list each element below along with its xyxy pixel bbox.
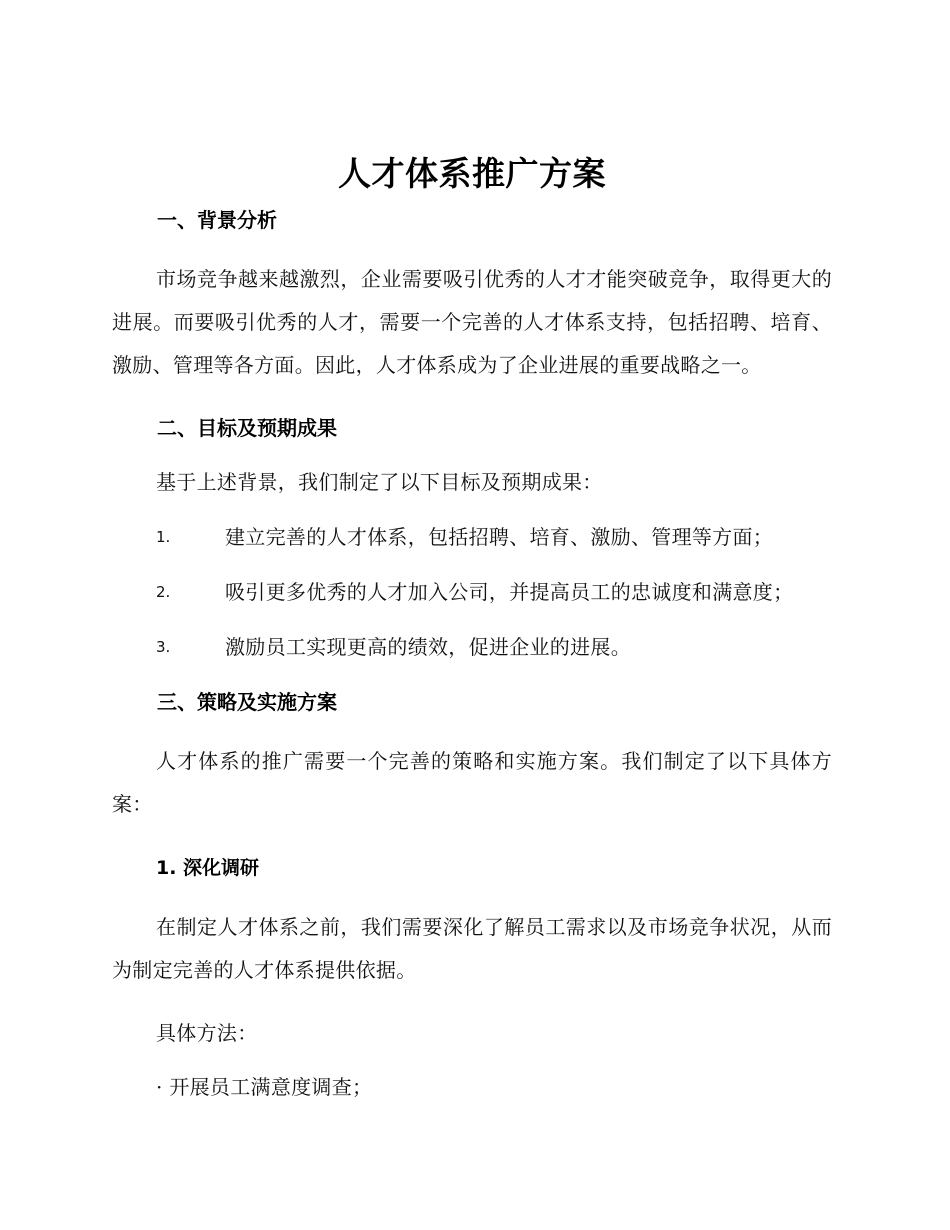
- method-bullet-1: · 开展员工满意度调查；: [156, 1075, 373, 1099]
- strategy-intro: 人才体系的推广需要一个完善的策略和实施方案。我们制定了以下具体方案：: [112, 749, 832, 816]
- document-title: 人才体系推广方案: [338, 154, 606, 193]
- goal-item-text: 吸引更多优秀的人才加入公司，并提高员工的忠诚度和满意度；: [225, 580, 794, 604]
- section-heading-strategy: 三、策略及实施方案: [157, 690, 337, 714]
- goal-item-text: 激励员工实现更高的绩效，促进企业的进展。: [225, 635, 631, 659]
- document-content: [112, 152, 832, 1102]
- goals-intro: 基于上述背景，我们制定了以下目标及预期成果：: [156, 470, 603, 494]
- methods-label: 具体方法：: [156, 1021, 258, 1045]
- subsection-heading-research: 1. 深化调研: [156, 857, 260, 879]
- goal-item-text: 建立完善的人才体系，包括招聘、培育、激励、管理等方面；: [225, 525, 774, 549]
- section-heading-background: 一、背景分析: [157, 208, 277, 232]
- goal-item-number: 1.: [156, 528, 171, 546]
- goal-item-2: [112, 577, 832, 607]
- goal-item-number: 3.: [156, 638, 171, 656]
- research-paragraph: 在制定人才体系之前，我们需要深化了解员工需求以及市场竞争状况，从而为制定完善的人才体系提供依据。: [112, 915, 832, 982]
- goal-item-1: [112, 522, 832, 552]
- goal-item-3: [112, 632, 832, 662]
- background-paragraph: 市场竞争越来越激烈，企业需要吸引优秀的人才才能突破竞争，取得更大的进展。而要吸引优秀的人才，需要一个完善的人才体系支持，包括招聘、培育、激励、管理等各方面。因此，人才体系成为了企业进展的重要战略之一。: [112, 267, 832, 377]
- section-heading-goals: 二、目标及预期成果: [157, 416, 337, 440]
- goal-item-number: 2.: [156, 583, 171, 601]
